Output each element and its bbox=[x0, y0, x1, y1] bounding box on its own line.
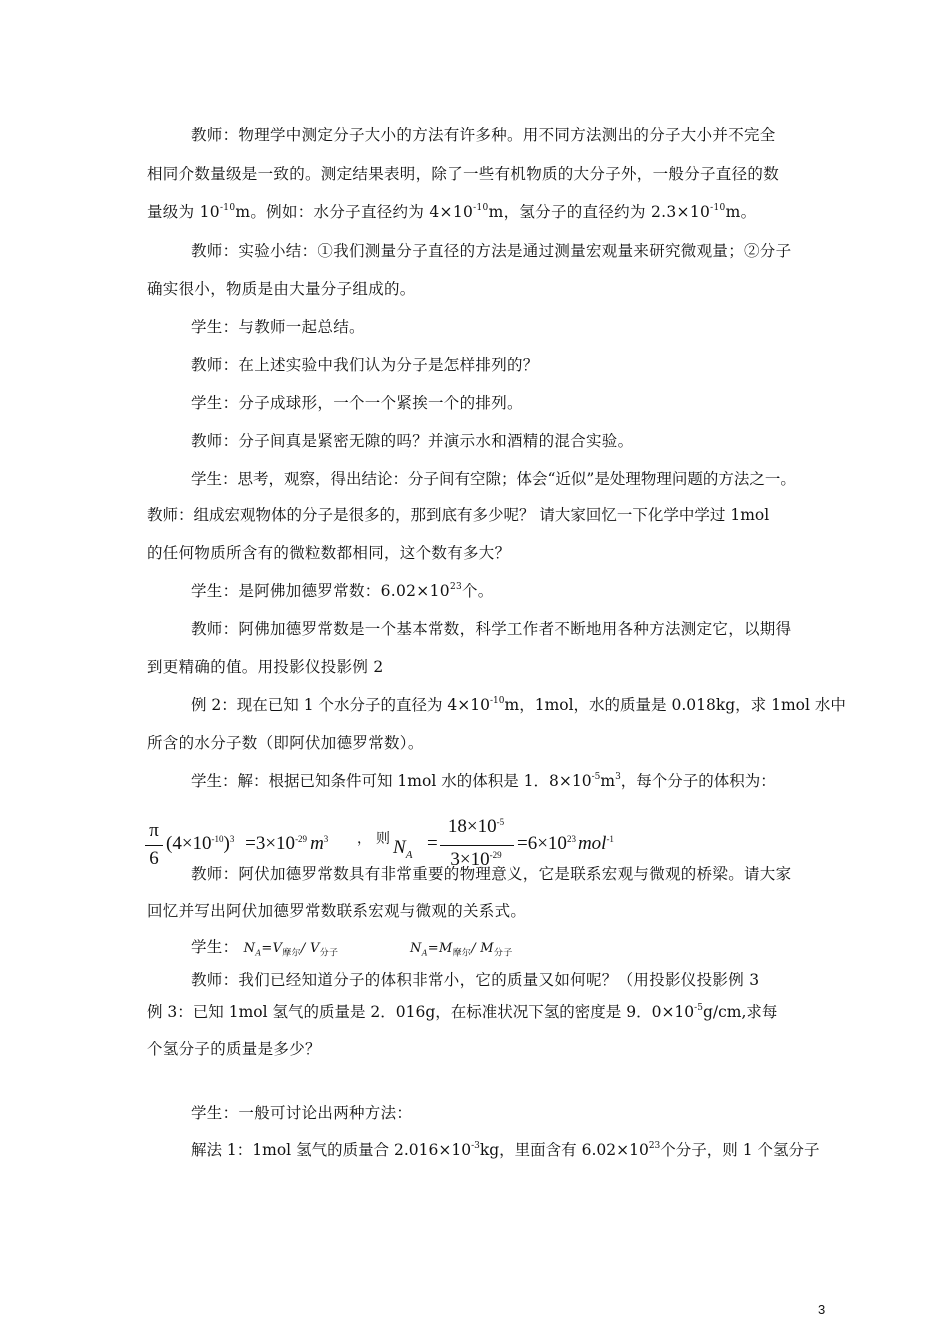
formula-result: $=6\times 10^{23}$ mol$^{-1}$ bbox=[517, 833, 614, 854]
paragraph-line: 教师：我们已经知道分子的体积非常小，它的质量又如何呢？（用投影仪投影例 3 bbox=[191, 971, 760, 989]
paragraph-line: 教师：在上述实验中我们认为分子是怎样排列的？ bbox=[191, 356, 539, 374]
paragraph-line: 学生：与教师一起总结。 bbox=[191, 318, 365, 336]
paragraph-line: 个氢分子的质量是多少？ bbox=[147, 1040, 321, 1058]
paragraph-line: 相同介数量级是一致的。测定结果表明，除了一些有机物质的大分子外，一般分子直径的数 bbox=[147, 165, 780, 183]
paragraph-line: 学生： $N_A=V_{摩尔}/$ $V_{分子}$ bbox=[191, 938, 339, 959]
paragraph-line: 学生：分子成球形，一个一个紧挨一个的排列。 bbox=[191, 394, 523, 412]
paragraph-line: 的任何物质所含有的微粒数都相同，这个数有多大？ bbox=[147, 544, 511, 562]
paragraph-line: 例 3：已知 1mol 氢气的质量是 2．016g，在标准状况下氢的密度是 9．$0\times 10^{-5}g/cm$,求每 bbox=[147, 1003, 778, 1021]
formula-six: 6 bbox=[149, 848, 159, 869]
paragraph-line: 确实很小，物质是由大量分子组成的。 bbox=[147, 280, 416, 298]
formula-pi: π bbox=[149, 820, 159, 841]
paragraph-line: 量级为 $10^{-10}m$。例如：水分子直径约为 $4\times 10^{-10}m$，氢分子的直径约为 $2.3\times 10^{-10}m$。 bbox=[147, 203, 757, 221]
paragraph-line: 学生：思考，观察，得出结论：分子间有空隙；体会“近似”是处理物理问题的方法之一。 bbox=[191, 470, 796, 488]
paragraph-line: 回忆并写出阿伏加德罗常数联系宏观与微观的关系式。 bbox=[147, 902, 527, 920]
paragraph-line: 教师：物理学中测定分子大小的方法有许多种。用不同方法测出的分子大小并不完全 bbox=[191, 126, 776, 144]
formula-mass-relation: $N_A=M_{摩尔}/$ $M_{分子}$ bbox=[410, 941, 513, 959]
paragraph-line: 教师：阿佛加德罗常数是一个基本常数，科学工作者不断地用各种方法测定它，以期得 bbox=[191, 620, 792, 638]
paragraph-line: 解法 1：1mol 氢气的质量合 $2.016\times 10^{-3}kg$，里面含有 $6.02\times 10^{23}$个分子，则 1 个氢分子 bbox=[191, 1141, 820, 1159]
paragraph-line: 例 2：现在已知 1 个水分子的直径为 $4\times 10^{-10}m$，1mol，水的质量是 0.018kg，求 1mol 水中 bbox=[191, 696, 846, 714]
paragraph-line: 教师：实验小结：①我们测量分子直径的方法是通过测量宏观量来研究微观量；②分子 bbox=[191, 242, 792, 260]
formula-numerator: $18\times 10^{-5}$ bbox=[447, 816, 505, 837]
formula-denominator: $3\times 10^{-29}$ bbox=[450, 849, 502, 870]
fraction-bar bbox=[145, 845, 163, 846]
paragraph-line: 学生：一般可讨论出两种方法： bbox=[191, 1104, 413, 1122]
formula-volume-relation: $N_A=V_{摩尔}/$ $V_{分子}$ bbox=[243, 941, 339, 959]
paragraph-line: 到更精确的值。用投影仪投影例 2 bbox=[147, 658, 384, 676]
page-number: 3 bbox=[818, 1302, 826, 1317]
formula-NA: $N_A$ bbox=[393, 837, 413, 861]
formula-then: ， 则 bbox=[357, 831, 391, 847]
paragraph-line: 教师：组成宏观物体的分子是很多的，那到底有多少呢？ 请大家回忆一下化学中学过 1mol bbox=[147, 506, 770, 524]
paragraph-line: 所含的水分子数（即阿伏加德罗常数）。 bbox=[147, 734, 424, 752]
formula-equals: = bbox=[427, 833, 438, 854]
paragraph-line: 教师：分子间真是紧密无隙的吗？并演示水和酒精的混合实验。 bbox=[191, 432, 634, 450]
formula-volume-expression: $(4\times 10^{-10})^3 =3\times 10^{-29}$ $m^3$ bbox=[166, 833, 329, 854]
paragraph-line: 教师：阿伏加德罗常数具有非常重要的物理意义，它是联系宏观与微观的桥梁。请大家 bbox=[191, 865, 792, 883]
paragraph-line bbox=[410, 937, 513, 964]
paragraph-line: 学生：是阿佛加德罗常数：$6.02\times 10^{23}$个。 bbox=[191, 582, 494, 600]
paragraph-line: 学生：解：根据已知条件可知 1mol 水的体积是 1．$8\times 10^{-5}m^3$，每个分子的体积为： bbox=[191, 772, 776, 790]
fraction-bar bbox=[440, 845, 514, 846]
